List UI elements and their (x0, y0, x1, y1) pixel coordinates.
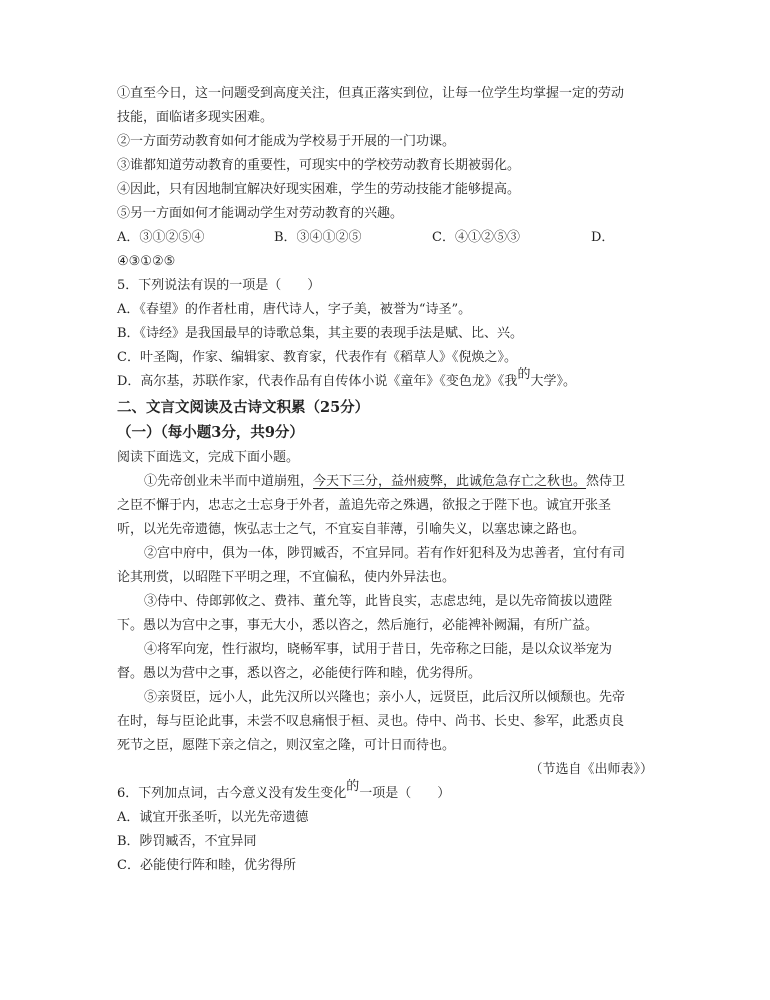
passage-source: （节选自《出师表》） (529, 762, 653, 777)
q4-sentence-1: ①直至今日，这一问题受到高度关注，但真正落实到位，让每一位学生均掌握一定的劳动 (117, 86, 625, 101)
section-2-title: 二、文言文阅读及古诗文积累（25分） (117, 399, 370, 416)
passage-p5-line2: 在时，每与臣论此事，未尝不叹息痛恨于桓、灵也。侍中、尚书、长史、参军，此悉贞良 (117, 714, 625, 729)
passage-p1-end: 然侍卫 (586, 474, 626, 489)
q4-option-c: C．④①②⑤③ (432, 230, 520, 245)
q6-stem-text: 6．下列加点词，古今意义没有发生变化 (117, 786, 347, 801)
passage-p5-line3: 死节之臣，愿陛下亲之信之，则汉室之隆，可计日而待也。 (117, 738, 456, 753)
q4-sentence-5: ⑤另一方面如何才能调动学生对劳动教育的兴趣。 (117, 206, 404, 221)
q4-sentence-1-cont: 技能，面临诸多现实困难。 (117, 110, 274, 125)
passage-p4-line1: ④将军向宠，性行淑均，晓畅军事，试用于昔日，先帝称之曰能，是以众议举宠为 (144, 642, 613, 657)
q5-option-c: C．叶圣陶，作家、编辑家、教育家，代表作有《稻草人》《倪焕之》。 (117, 350, 517, 365)
passage-p2-line1: ②宫中府中，俱为一体，陟罚臧否，不宜异同。若有作奸犯科及为忠善者，宜付有司 (144, 546, 626, 561)
q4-option-d-value: ④③①②⑤ (117, 254, 176, 269)
passage-p1-line1 (117, 470, 653, 494)
passage-p3-line2: 下。愚以为宫中之事，事无大小，悉以咨之，然后施行，必能裨补阙漏，有所广益。 (117, 618, 599, 633)
q6-stem-sup: 的 (346, 779, 360, 794)
q5-option-a: A．《春望》的作者杜甫，唐代诗人，字子美，被誉为“诗圣”。 (117, 302, 472, 317)
q4-options (117, 226, 653, 250)
q5-stem: 5．下列说法有误的一项是（ ） (117, 278, 321, 293)
section-2-subtitle: （一）（每小题3分，共9分） (117, 424, 304, 441)
q5-option-b: B．《诗经》是我国最早的诗歌总集，其主要的表现手法是赋、比、兴。 (117, 326, 524, 341)
q6-stem-end: 一项是（ ） (359, 786, 451, 801)
q6-option-b: B．陟罚臧否，不宜异同 (117, 834, 257, 849)
q4-option-d-label: D． (591, 230, 615, 245)
exam-page (117, 82, 653, 878)
passage-p1-underlined: 今天下三分，益州疲弊，此诚危急存亡之秋也。 (313, 474, 587, 489)
q4-option-b: B．③④①②⑤ (274, 230, 362, 245)
q5-option-d-sup: 的 (517, 367, 531, 382)
passage-p3-line1: ③侍中、侍郎郭攸之、费祎、董允等，此皆良实，志虑忠纯，是以先帝简拔以遗陛 (144, 594, 613, 609)
passage-p5-line1: ⑤亲贤臣，远小人，此先汉所以兴隆也；亲小人，远贤臣，此后汉所以倾颓也。先帝 (144, 690, 626, 705)
q4-sentence-4: ④因此，只有因地制宜解决好现实困难，学生的劳动技能才能够提高。 (117, 182, 521, 197)
q4-option-a: A．③①②⑤④ (117, 230, 205, 245)
passage-p1-start: ①先帝创业未半而中道崩殂， (144, 474, 314, 489)
passage-p4-line2: 督。愚以为营中之事，悉以咨之，必能使行阵和睦，优劣得所。 (117, 666, 482, 681)
q6-option-c: C．必能使行阵和睦，优劣得所 (117, 858, 296, 873)
passage-p1-line2: 之臣不懈于内，忠志之士忘身于外者，盖追先帝之殊遇，欲报之于陛下也。诚宜开张圣 (117, 498, 612, 513)
passage-p2-line2: 论其刑赏，以昭陛下平明之理，不宜偏私，使内外异法也。 (117, 570, 456, 585)
q5-option-d-text: D．高尔基，苏联作家，代表作品有自传体小说《童年》《变色龙》《我 (117, 374, 518, 389)
q6-stem (117, 779, 653, 806)
reading-instruction: 阅读下面选文，完成下面小题。 (117, 450, 300, 465)
passage-p1-line3: 听，以光先帝遗德，恢弘志士之气，不宜妄自菲薄，引喻失义，以塞忠谏之路也。 (117, 522, 586, 537)
q4-sentence-3: ③谁都知道劳动教育的重要性，可现实中的学校劳动教育长期被弱化。 (117, 158, 521, 173)
q5-option-d-end: 大学》。 (530, 374, 576, 389)
q6-option-a: A．诚宜开张圣听，以光先帝遗德 (117, 810, 309, 825)
q5-option-d (117, 367, 653, 394)
q4-sentence-2: ②一方面劳动教育如何才能成为学校易于开展的一门功课。 (117, 134, 456, 149)
